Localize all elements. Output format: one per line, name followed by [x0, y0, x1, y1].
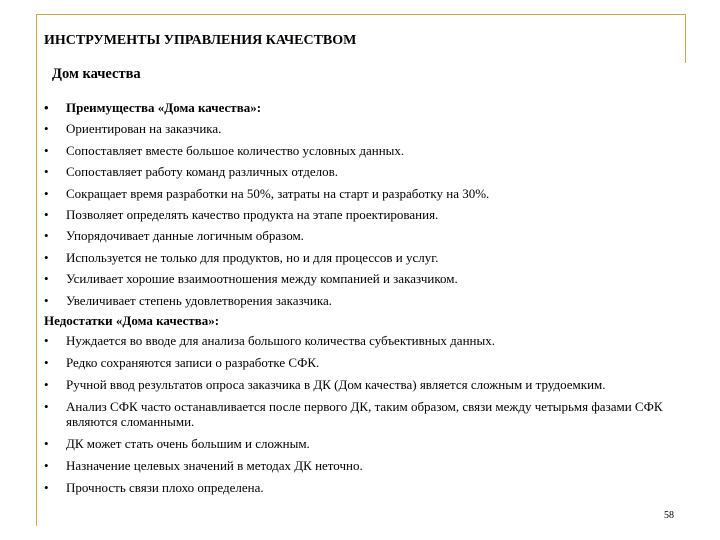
- list-item: [44, 97, 674, 118]
- bullet: •: [44, 228, 49, 244]
- list-item: [44, 480, 674, 496]
- list-item: [44, 436, 674, 452]
- list-item: [44, 355, 674, 371]
- list-item: [44, 183, 674, 204]
- list-item: [44, 333, 674, 349]
- bullet: •: [44, 292, 49, 308]
- advantage-text: Сокращает время разработки на 50%, затраты на старт и разработку на 30%.: [66, 185, 490, 201]
- list-item: [44, 225, 674, 246]
- bullet: •: [44, 271, 49, 287]
- list-item: [44, 204, 674, 225]
- bullet: •: [44, 333, 49, 348]
- slide-subtitle: Дом качества: [52, 66, 141, 82]
- bullet: •: [44, 436, 49, 452]
- bullet: •: [44, 479, 49, 495]
- list-item: [44, 377, 674, 393]
- bullet: •: [44, 249, 49, 265]
- list-item: [44, 458, 674, 474]
- disadvantage-text: Редко сохраняются записи о разработке СФК.: [66, 354, 320, 370]
- slide-title: ИНСТРУМЕНТЫ УПРАВЛЕНИЯ КАЧЕСТВОМ: [44, 33, 357, 48]
- advantage-text: Сопоставляет вместе большое количество условных данных.: [66, 142, 405, 158]
- advantages-list: [44, 97, 674, 311]
- disadvantage-text: Назначение целевых значений в методах ДК неточно.: [66, 457, 363, 473]
- list-item: [44, 118, 674, 139]
- list-item: [44, 290, 674, 311]
- bullet: •: [44, 457, 49, 473]
- disadvantage-text: Анализ СФК часто останавливается после первого ДК, таким образом, связи между четырьмя фазами СФК являются сломанными.: [66, 398, 663, 430]
- disadvantage-text: Прочность связи плохо определена.: [66, 479, 264, 495]
- disadvantage-text: Ручной ввод результатов опроса заказчика в ДК (Дом качества) является сложным и трудоемким.: [66, 376, 606, 392]
- bullet: •: [44, 398, 49, 414]
- bullet: •: [44, 164, 49, 180]
- advantage-text: Используется не только для продуктов, но и для процессов и услуг.: [66, 249, 439, 265]
- list-item: [44, 268, 674, 289]
- bullet: •: [44, 142, 49, 158]
- list-item: [44, 140, 674, 161]
- advantage-text: Сопоставляет работу команд различных отделов.: [66, 164, 339, 180]
- list-item: [44, 399, 674, 430]
- disadvantages-list: [44, 333, 674, 502]
- advantage-text: Позволяет определять качество продукта на этапе проектирования.: [66, 207, 439, 223]
- disadvantages-heading: Недостатки «Дома качества»:: [44, 313, 220, 328]
- bullet: •: [44, 185, 49, 201]
- disadvantage-text: ДК может стать очень большим и сложным.: [66, 436, 310, 452]
- left-frame-line: [36, 14, 37, 526]
- bullet: •: [44, 354, 49, 370]
- page-number: 58: [664, 510, 674, 521]
- disadvantage-text: Нуждается во вводе для анализа большого количества субъективных данных.: [66, 333, 495, 348]
- advantages-heading: Преимущества «Дома качества»:: [66, 100, 262, 115]
- bullet: •: [44, 100, 49, 115]
- list-item: [44, 161, 674, 182]
- list-item: [44, 247, 674, 268]
- advantage-text: Усиливает хорошие взаимоотношения между компанией и заказчиком.: [66, 271, 458, 287]
- advantage-text: Упорядочивает данные логичным образом.: [66, 228, 304, 244]
- bullet: •: [44, 121, 49, 137]
- advantage-text: Увеличивает степень удовлетворения заказчика.: [66, 292, 332, 308]
- bullet: •: [44, 207, 49, 223]
- advantage-text: Ориентирован на заказчика.: [66, 121, 222, 137]
- bullet: •: [44, 376, 49, 392]
